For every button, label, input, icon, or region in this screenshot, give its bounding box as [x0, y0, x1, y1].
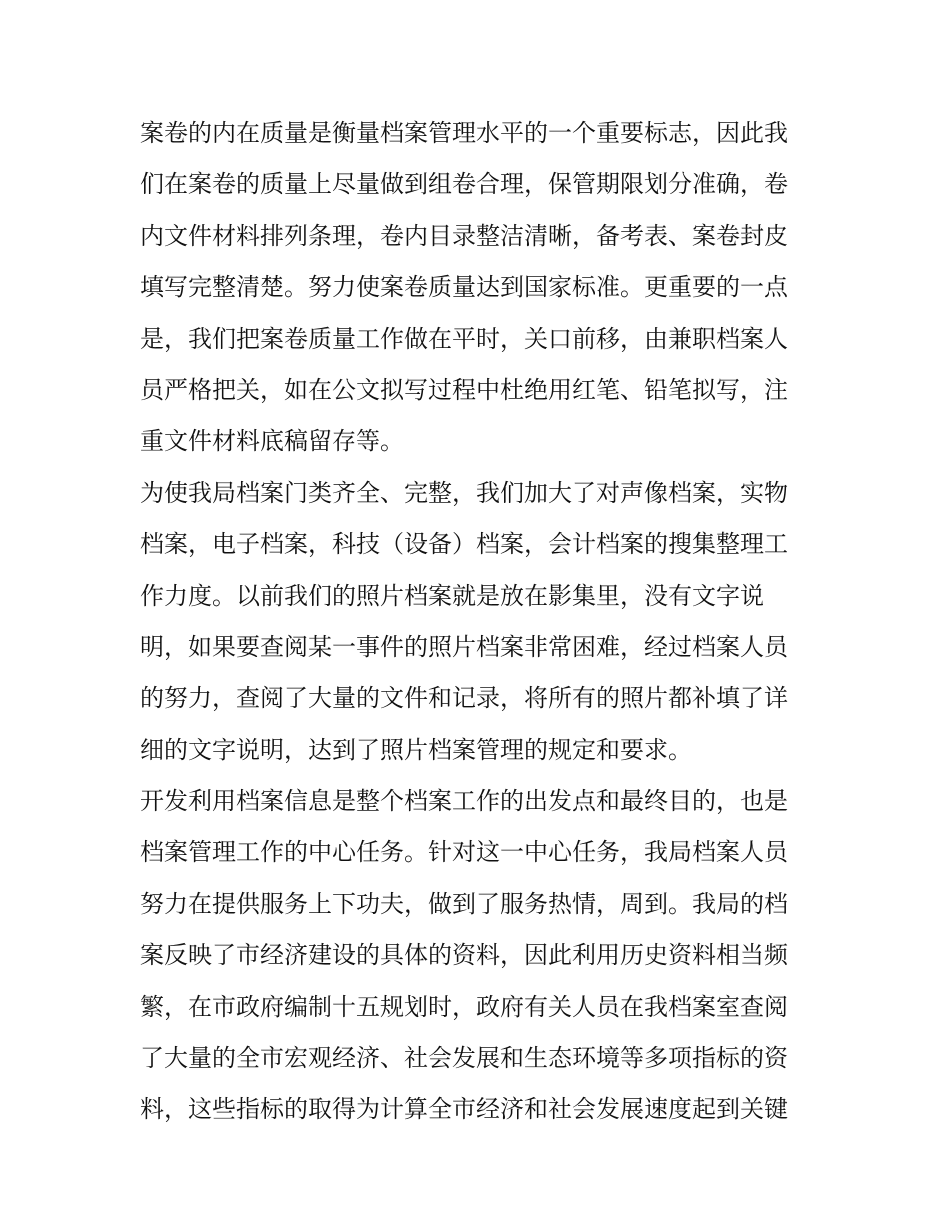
text-line: 内文件材料排列条理，卷内目录整洁清晰，备考表、案卷封皮: [140, 221, 788, 250]
text-line: 为使我局档案门类齐全、完整，我们加大了对声像档案，实物: [140, 478, 788, 507]
text-line: 员严格把关，如在公文拟写过程中杜绝用红笔、铅笔拟写，注: [140, 375, 788, 404]
document-body: [140, 108, 820, 1136]
text-line: 案反映了市经济建设的具体的资料，因此利用历史资料相当频: [140, 941, 788, 970]
text-line: 档案管理工作的中心任务。针对这一中心任务，我局档案人员: [140, 838, 788, 867]
text-line: 繁，在市政府编制十五规划时，政府有关人员在我档案室查阅: [140, 992, 788, 1021]
text-line: 了大量的全市宏观经济、社会发展和生态环境等多项指标的资: [140, 1044, 788, 1073]
text-line: 填写完整清楚。努力使案卷质量达到国家标准。更重要的一点: [140, 273, 788, 302]
text-line: 料，这些指标的取得为计算全市经济和社会发展速度起到关键: [140, 1095, 788, 1124]
text-line: 是，我们把案卷质量工作做在平时，关口前移，由兼职档案人: [140, 324, 788, 353]
text-line: 努力在提供服务上下功夫，做到了服务热情，周到。我局的档: [140, 889, 788, 918]
text-line: 们在案卷的质量上尽量做到组卷合理，保管期限划分准确，卷: [140, 170, 788, 199]
text-line: 作力度。以前我们的照片档案就是放在影集里，没有文字说: [140, 581, 764, 610]
text-line: 细的文字说明，达到了照片档案管理的规定和要求。: [140, 735, 692, 764]
text-line: 的努力，查阅了大量的文件和记录，将所有的照片都补填了详: [140, 684, 788, 713]
text-line: 重文件材料底稿留存等。: [140, 427, 404, 456]
text-line: 档案，电子档案，科技（设备）档案，会计档案的搜集整理工: [140, 530, 788, 559]
text-line: 案卷的内在质量是衡量档案管理水平的一个重要标志，因此我: [140, 119, 788, 147]
text-line: 开发利用档案信息是整个档案工作的出发点和最终目的，也是: [140, 787, 788, 816]
text-line: 明，如果要查阅某一事件的照片档案非常困难，经过档案人员: [140, 632, 788, 661]
